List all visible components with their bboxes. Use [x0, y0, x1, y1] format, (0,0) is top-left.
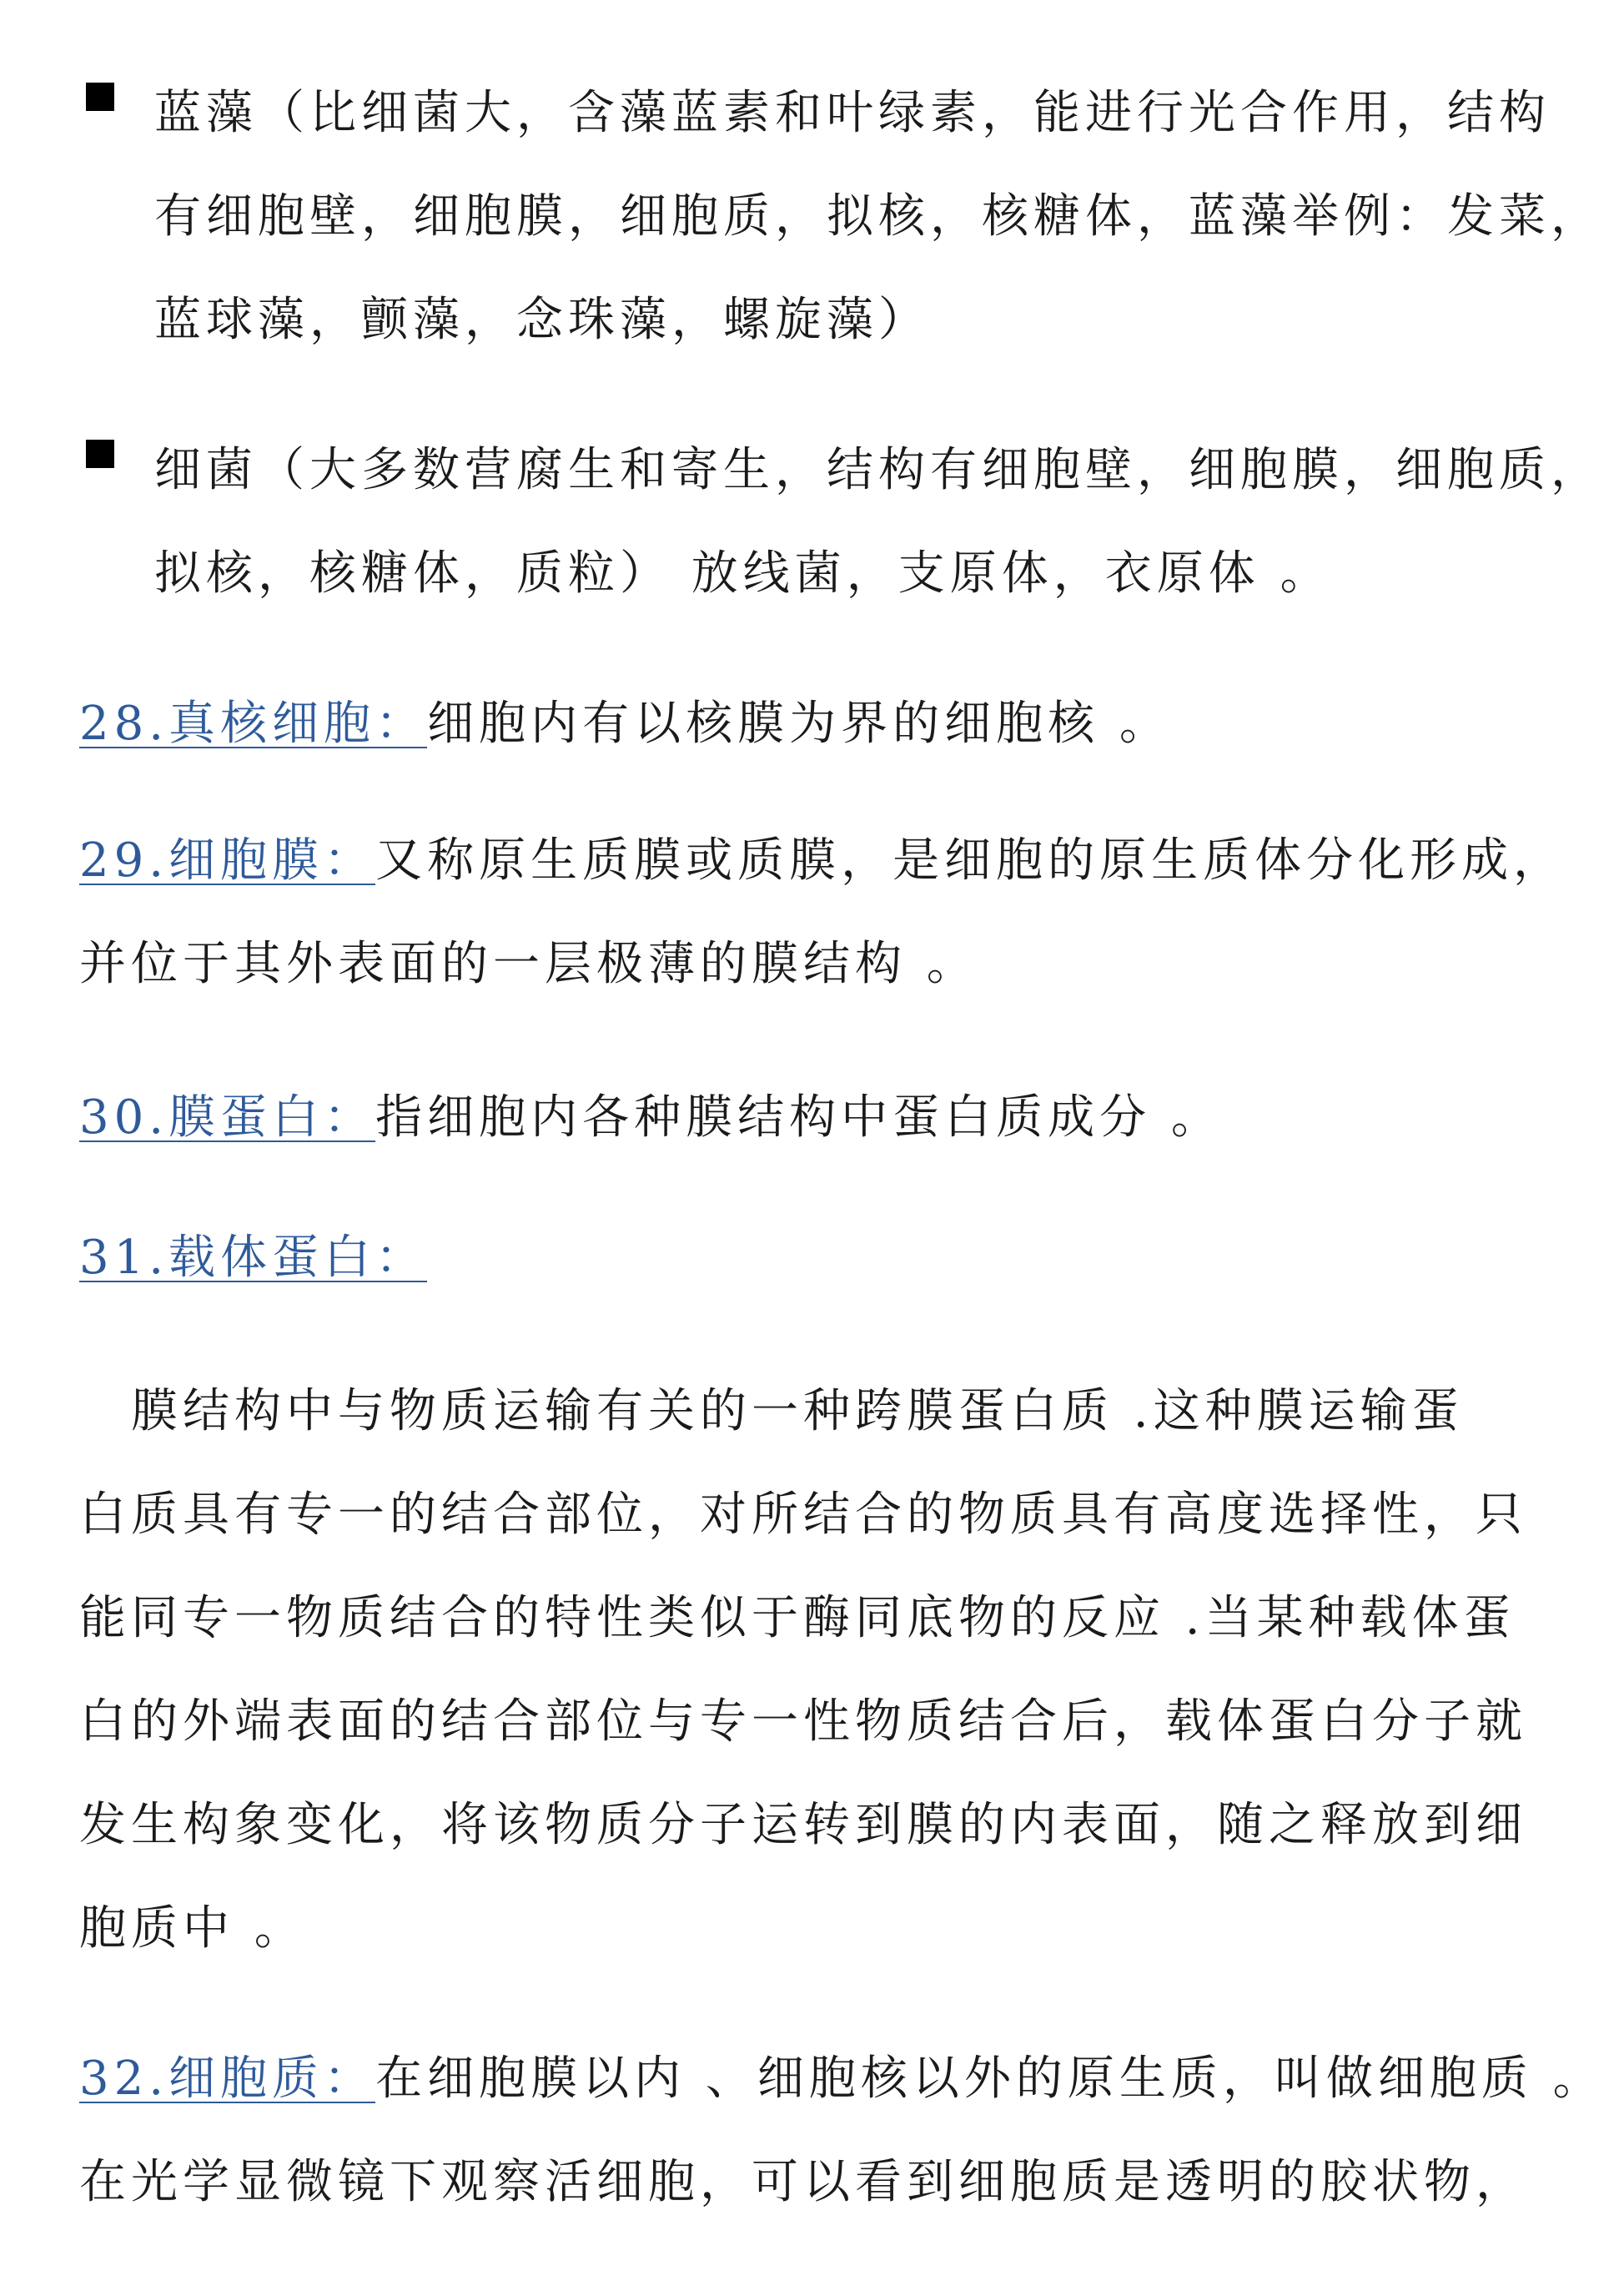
entry-first-line [79, 1066, 1581, 1170]
bullet-text [154, 62, 1622, 372]
entry-28 [79, 672, 1581, 776]
definition-text: 在细胞膜以内 、细胞核以外的原生质，叫做细胞质 。 [375, 2052, 1605, 2106]
definition-text: 指细胞内各种膜结构中蛋白质成分 。 [375, 1090, 1223, 1145]
entry-31 [79, 1206, 1581, 1310]
term-link[interactable]: 30.膜蛋白： [79, 1090, 376, 1145]
text-line: 有细胞壁，细胞膜，细胞质，拟核，核糖体，蓝藻举例：发菜， [154, 189, 1602, 244]
entry-first-line [79, 2027, 1605, 2131]
text-line: 发生构象变化，将该物质分子运转到膜的内表面，随之释放到细 [79, 1798, 1527, 1852]
definition-text: 细胞内有以核膜为界的细胞核 。 [427, 697, 1171, 751]
text-line: 蓝球藻，颤藻，念珠藻，螺旋藻） [154, 293, 930, 347]
text-line: 能同专一物质结合的特性类似于酶同底物的反应 .当某种载体蛋 [79, 1591, 1516, 1645]
entry-32 [79, 2027, 1605, 2234]
text-line: 白的外端表面的结合部位与专一性物质结合后，载体蛋白分子就 [79, 1694, 1527, 1749]
term-link[interactable]: 28.真核细胞： [79, 697, 428, 751]
square-bullet-icon [86, 83, 114, 111]
text-line: 胞质中 。 [79, 1901, 306, 1956]
square-bullet-icon [86, 440, 114, 468]
text-line: 在光学显微镜下观察活细胞，可以看到细胞质是透明的胶状物， [79, 2155, 1527, 2209]
entry-30 [79, 1066, 1581, 1170]
text-line: 白质具有专一的结合部位，对所结合的物质具有高度选择性，只 [79, 1488, 1527, 1542]
term-link[interactable]: 32.细胞质： [79, 2052, 376, 2106]
text-line: 并位于其外表面的一层极薄的膜结构 。 [79, 937, 978, 991]
text-line: 膜结构中与物质运输有关的一种跨膜蛋白质 .这种膜运输蛋 [79, 1384, 1464, 1438]
bullet-text [154, 419, 1622, 626]
term-link[interactable]: 31.载体蛋白： [79, 1231, 428, 1285]
text-line: 拟核，核糖体，质粒） 放线菌，支原体，衣原体 。 [154, 546, 1332, 601]
entry-first-line [79, 1206, 1581, 1310]
text-line: 蓝藻（比细菌大，含藻蓝素和叶绿素，能进行光合作用，结构 [154, 86, 1551, 140]
entry-first-line [79, 809, 1581, 913]
text-line: 细菌（大多数营腐生和寄生，结构有细胞壁，细胞膜，细胞质， [154, 443, 1602, 497]
term-link[interactable]: 29.细胞膜： [79, 833, 376, 888]
entry-29 [79, 809, 1581, 1016]
definition-text: 又称原生质膜或质膜，是细胞的原生质体分化形成， [375, 833, 1566, 888]
paragraph-carrier-protein [79, 1360, 1581, 1981]
entry-first-line [79, 672, 1581, 776]
